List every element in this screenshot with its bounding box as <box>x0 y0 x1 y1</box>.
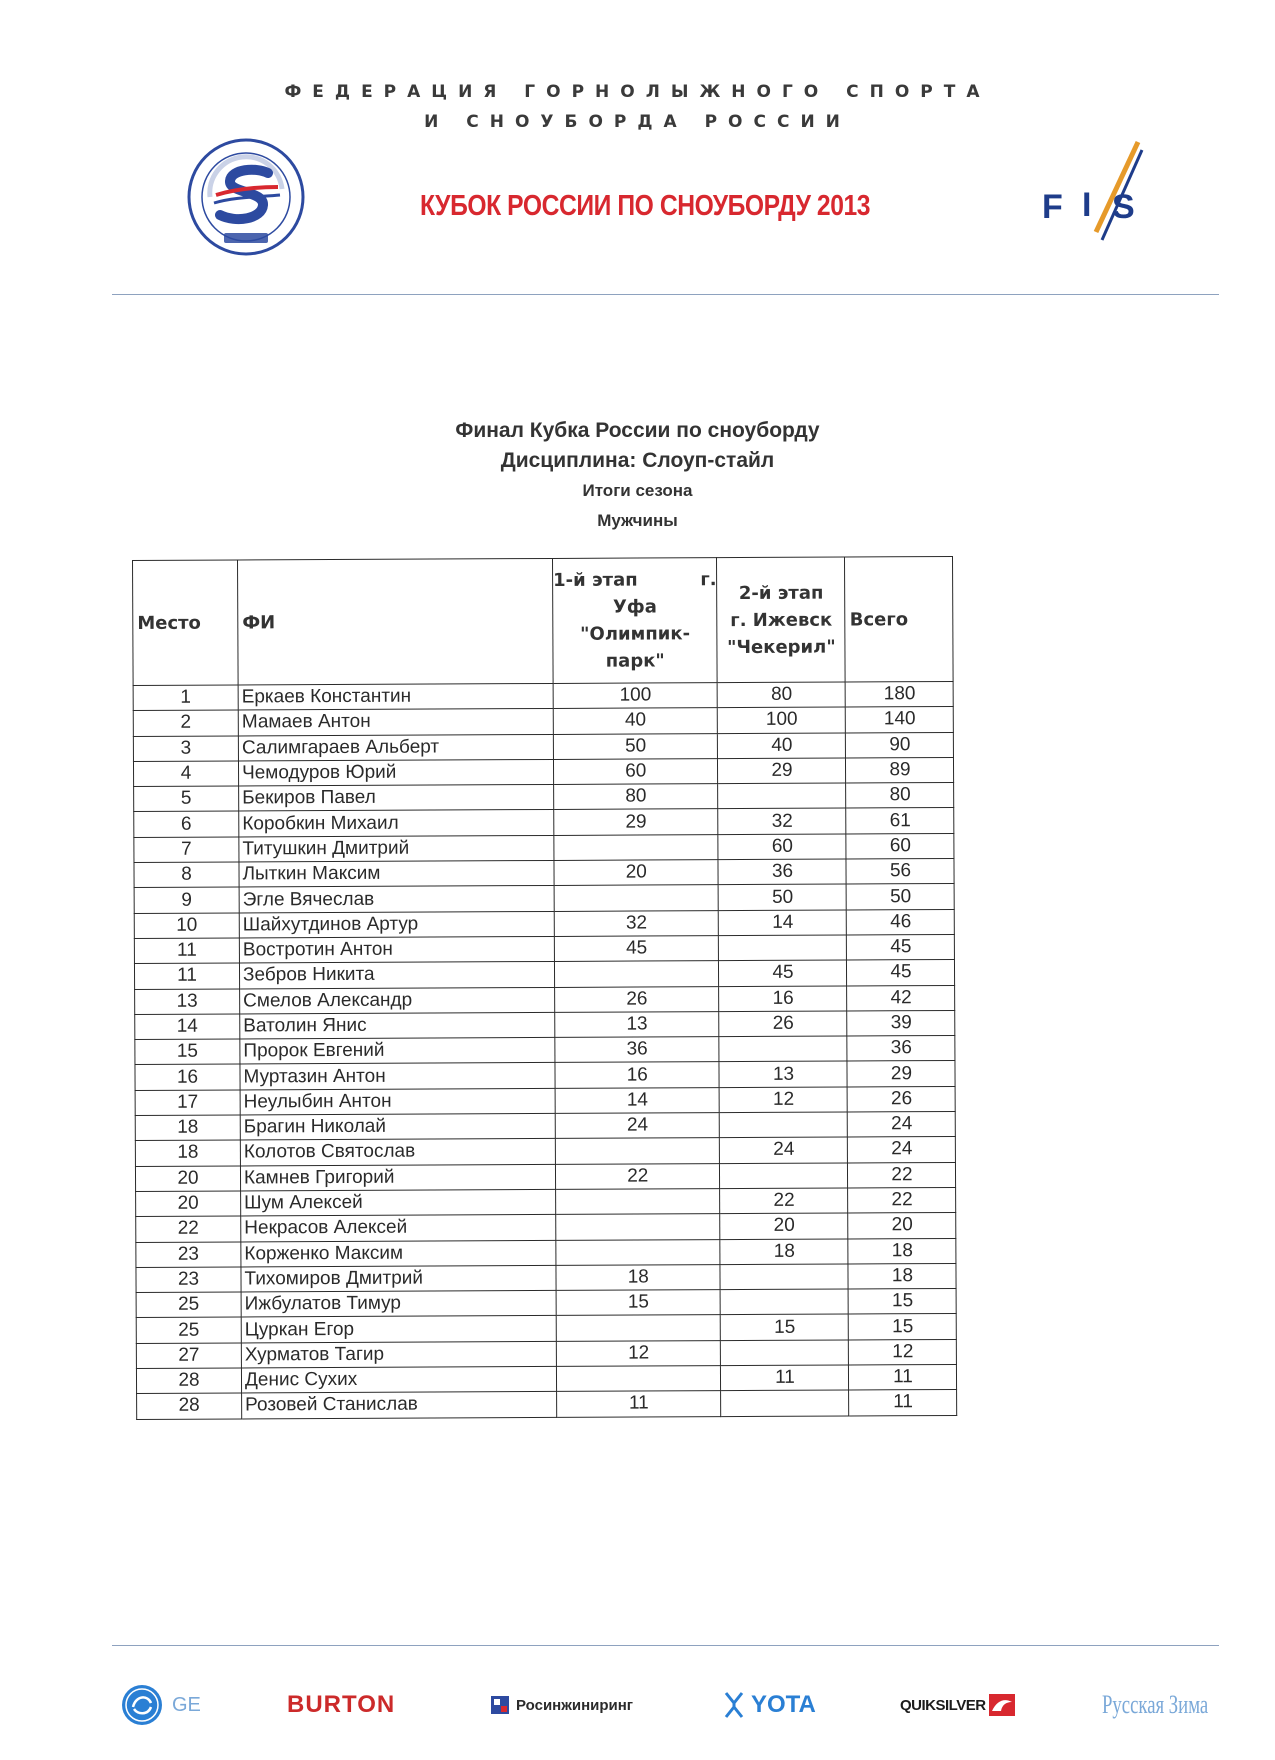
total-points-cell: 18 <box>848 1263 956 1289</box>
athlete-name-cell: Смелов Александр <box>240 987 555 1014</box>
athlete-name-cell: Тихомиров Дмитрий <box>241 1265 556 1292</box>
total-points-cell: 15 <box>849 1289 957 1315</box>
athlete-name-cell: Хурматов Тагир <box>241 1341 556 1368</box>
header-stage2-line: г. Ижевск <box>730 609 833 631</box>
place-cell: 1 <box>133 685 238 711</box>
stage2-points-cell: 100 <box>718 707 846 733</box>
place-cell: 15 <box>135 1039 240 1065</box>
stage1-points-cell <box>556 1366 721 1392</box>
stage2-points-cell <box>719 1036 847 1062</box>
sponsor-quiksilver <box>900 1680 1015 1730</box>
stage1-points-cell: 14 <box>555 1087 720 1113</box>
total-points-cell: 24 <box>848 1112 956 1138</box>
stage1-points-cell <box>554 961 719 987</box>
fgssr-logo <box>186 137 306 257</box>
stage2-points-cell: 26 <box>719 1011 847 1037</box>
stage1-points-cell: 100 <box>553 683 718 709</box>
place-cell: 18 <box>135 1140 240 1166</box>
athlete-name-cell: Пророк Евгений <box>240 1038 555 1065</box>
header-stage1-line: Уфа <box>612 596 657 618</box>
total-points-cell: 22 <box>848 1162 956 1188</box>
place-cell: 28 <box>137 1393 242 1419</box>
stage1-points-cell: 80 <box>554 784 719 810</box>
header-stage1-line: "Олимпик- <box>580 623 691 645</box>
stage2-points-cell <box>718 783 846 809</box>
place-cell: 13 <box>135 989 240 1015</box>
athlete-name-cell: Чемодуров Юрий <box>238 759 553 786</box>
stage1-points-cell <box>556 1189 721 1215</box>
place-cell: 4 <box>133 761 238 787</box>
athlete-name-cell: Лыткин Максим <box>239 861 554 888</box>
stage2-points-cell <box>720 1163 848 1189</box>
athlete-name-cell: Неулыбин Антон <box>240 1088 555 1115</box>
fis-letter-f: F <box>1042 188 1063 226</box>
ge-label: GE <box>172 1693 201 1716</box>
stage1-points-cell <box>556 1214 721 1240</box>
total-points-cell: 15 <box>849 1314 957 1340</box>
stage1-points-cell <box>556 1315 721 1341</box>
total-points-cell: 90 <box>846 732 954 758</box>
total-points-cell: 39 <box>847 1010 955 1036</box>
place-cell: 9 <box>134 887 239 913</box>
stage2-points-cell: 29 <box>718 758 846 784</box>
cup-title: КУБОК РОССИИ ПО СНОУБОРДУ 2013 <box>419 190 871 222</box>
stage2-points-cell: 12 <box>720 1087 848 1113</box>
stage2-points-cell <box>721 1289 849 1315</box>
sponsor-bar <box>0 1680 1275 1730</box>
total-points-cell: 140 <box>846 707 954 733</box>
total-points-cell: 36 <box>847 1036 955 1062</box>
total-points-cell: 60 <box>846 833 954 859</box>
stage2-points-cell: 60 <box>718 834 846 860</box>
stage2-points-cell: 13 <box>719 1061 847 1087</box>
athlete-name-cell: Шум Алексей <box>241 1189 556 1216</box>
sponsor-russkaya-zima <box>1102 1680 1250 1730</box>
stage1-points-cell: 18 <box>556 1264 721 1290</box>
stage1-points-cell: 22 <box>555 1163 720 1189</box>
category-subtitle: Мужчины <box>597 511 678 530</box>
place-cell: 27 <box>136 1343 241 1369</box>
table-row <box>137 1390 958 1419</box>
season-results-subtitle: Итоги сезона <box>582 481 693 500</box>
stage1-points-cell: 16 <box>555 1062 720 1088</box>
stage2-points-cell: 20 <box>720 1213 848 1239</box>
place-cell: 11 <box>134 963 239 989</box>
stage1-points-cell: 13 <box>555 1011 720 1037</box>
federation-name-line1: ФЕДЕРАЦИЯ ГОРНОЛЫЖНОГО СПОРТА <box>284 82 991 102</box>
stage2-points-cell: 18 <box>720 1239 848 1265</box>
header-total: Всего <box>845 556 954 682</box>
athlete-name-cell: Востротин Антон <box>239 936 554 963</box>
discipline-title: Дисциплина: Слоуп-стайл <box>500 449 775 472</box>
place-cell: 17 <box>135 1090 240 1116</box>
stage2-points-cell <box>721 1390 849 1416</box>
stage1-points-cell: 11 <box>557 1391 722 1417</box>
stage1-points-cell: 50 <box>553 733 718 759</box>
stage1-points-cell: 26 <box>555 986 720 1012</box>
stage2-points-cell: 32 <box>718 808 846 834</box>
place-cell: 6 <box>134 811 239 837</box>
athlete-name-cell: Муртазин Антон <box>240 1063 555 1090</box>
place-cell: 23 <box>136 1267 241 1293</box>
stage2-points-cell: 45 <box>719 960 847 986</box>
total-points-cell: 11 <box>849 1390 957 1416</box>
place-cell: 10 <box>134 913 239 939</box>
table-header-row <box>133 556 954 685</box>
stage1-points-cell: 15 <box>556 1290 721 1316</box>
place-cell: 18 <box>135 1115 240 1141</box>
stage1-points-cell: 29 <box>554 809 719 835</box>
total-points-cell: 45 <box>847 960 955 986</box>
stage2-points-cell: 14 <box>719 910 847 936</box>
place-cell: 2 <box>133 710 238 736</box>
total-points-cell: 12 <box>849 1339 957 1365</box>
header-place: Место <box>133 560 239 686</box>
stage2-points-cell <box>720 1264 848 1290</box>
header-stage2-line: "Чекерил" <box>727 636 836 658</box>
athlete-name-cell: Цуркан Егор <box>241 1316 556 1343</box>
athlete-name-cell: Брагин Николай <box>240 1113 555 1140</box>
athlete-name-cell: Колотов Святослав <box>240 1139 555 1166</box>
stage1-points-cell <box>554 834 719 860</box>
place-cell: 28 <box>136 1368 241 1394</box>
burton-label: BURTON <box>287 1691 396 1718</box>
total-points-cell: 26 <box>848 1086 956 1112</box>
rosinzhiniring-label: Росинжиниринг <box>516 1696 634 1714</box>
stage1-points-cell: 24 <box>555 1113 720 1139</box>
place-cell: 16 <box>135 1064 240 1090</box>
yota-logo-icon <box>723 1691 745 1719</box>
header-stage2-line: 2-й этап <box>738 582 824 604</box>
results-body <box>133 681 957 1419</box>
place-cell: 11 <box>134 938 239 964</box>
athlete-name-cell: Денис Сухих <box>241 1366 556 1393</box>
athlete-name-cell: Корженко Максим <box>241 1240 556 1267</box>
place-cell: 25 <box>136 1292 241 1318</box>
stage2-points-cell: 36 <box>718 859 846 885</box>
stage1-points-cell: 20 <box>554 860 719 886</box>
stage1-points-cell: 36 <box>555 1037 720 1063</box>
sponsor-rosinzhiniring <box>490 1680 633 1730</box>
quiksilver-logo-icon <box>989 1694 1015 1716</box>
footer-divider <box>112 1645 1219 1646</box>
stage2-points-cell: 24 <box>720 1137 848 1163</box>
athlete-name-cell: Розовей Станислав <box>242 1392 557 1419</box>
header-stage2 <box>717 557 846 683</box>
total-points-cell: 18 <box>848 1238 956 1264</box>
fis-letter-i: I <box>1082 186 1092 224</box>
stage2-points-cell: 40 <box>718 733 846 759</box>
total-points-cell: 45 <box>847 934 955 960</box>
total-points-cell: 42 <box>847 985 955 1011</box>
athlete-name-cell: Ватолин Янис <box>240 1012 555 1039</box>
stage2-points-cell: 11 <box>721 1365 849 1391</box>
quiksilver-label: QUIKSILVER <box>900 1696 986 1714</box>
russkaya-zima-label: Русская Зима <box>1102 1690 1209 1719</box>
stage2-points-cell: 16 <box>719 986 847 1012</box>
stage1-points-cell: 60 <box>553 759 718 785</box>
stage2-points-cell: 22 <box>720 1188 848 1214</box>
total-points-cell: 20 <box>848 1213 956 1239</box>
athlete-name-cell: Ижбулатов Тимур <box>241 1291 556 1318</box>
sponsor-burton <box>287 1680 395 1730</box>
total-points-cell: 89 <box>846 757 954 783</box>
header-stage1-line: 1-й этап г. <box>553 569 717 591</box>
total-points-cell: 22 <box>848 1187 956 1213</box>
stage2-points-cell <box>720 1112 848 1138</box>
total-points-cell: 29 <box>847 1061 955 1087</box>
stage1-points-cell: 45 <box>554 936 719 962</box>
athlete-name-cell: Бекиров Павел <box>239 785 554 812</box>
athlete-name-cell: Камнев Григорий <box>240 1164 555 1191</box>
sponsor-ge <box>120 1680 201 1730</box>
stage2-points-cell <box>721 1340 849 1366</box>
stage2-points-cell <box>719 935 847 961</box>
total-points-cell: 61 <box>846 808 954 834</box>
place-cell: 14 <box>135 1014 240 1040</box>
place-cell: 8 <box>134 862 239 888</box>
total-points-cell: 56 <box>846 859 954 885</box>
athlete-name-cell: Еркаев Константин <box>238 683 553 710</box>
place-cell: 3 <box>133 736 238 762</box>
place-cell: 5 <box>134 786 239 812</box>
place-cell: 7 <box>134 837 239 863</box>
place-cell: 20 <box>136 1191 241 1217</box>
place-cell: 22 <box>136 1216 241 1242</box>
place-cell: 25 <box>136 1317 241 1343</box>
total-points-cell: 24 <box>848 1137 956 1163</box>
total-points-cell: 11 <box>849 1364 957 1390</box>
yota-label: YOTA <box>751 1691 816 1718</box>
stage1-points-cell <box>555 1138 720 1164</box>
results-table <box>132 556 958 1420</box>
total-points-cell: 46 <box>847 909 955 935</box>
athlete-name-cell: Титушкин Дмитрий <box>239 835 554 862</box>
athlete-name-cell: Коробкин Михаил <box>239 810 554 837</box>
stage1-points-cell <box>554 885 719 911</box>
total-points-cell: 50 <box>847 884 955 910</box>
athlete-name-cell: Эгле Вячеслав <box>239 886 554 913</box>
athlete-name-cell: Шайхутдинов Артур <box>239 911 554 938</box>
athlete-name-cell: Зебров Никита <box>239 962 554 989</box>
place-cell: 20 <box>135 1166 240 1192</box>
athlete-name-cell: Салимгараев Альберт <box>238 734 553 761</box>
fis-letter-s: S <box>1112 188 1135 226</box>
stage1-points-cell: 40 <box>553 708 718 734</box>
athlete-name-cell: Мамаев Антон <box>238 709 553 736</box>
total-points-cell: 80 <box>846 783 954 809</box>
total-points-cell: 180 <box>846 681 954 707</box>
stage1-points-cell: 12 <box>556 1340 721 1366</box>
rosinzhiniring-logo-icon <box>490 1694 510 1716</box>
sponsor-yota <box>723 1680 816 1730</box>
stage2-points-cell: 15 <box>721 1314 849 1340</box>
federation-name-line2: И СНОУБОРДА РОССИИ <box>424 112 851 132</box>
ge-logo-icon <box>120 1683 164 1727</box>
fis-logo <box>1038 136 1148 248</box>
stage1-points-cell: 32 <box>554 910 719 936</box>
athlete-name-cell: Некрасов Алексей <box>241 1215 556 1242</box>
header-stage1-line: парк" <box>605 650 665 672</box>
stage2-points-cell: 50 <box>719 884 847 910</box>
results-title: Финал Кубка России по сноуборду <box>455 419 820 442</box>
place-cell: 23 <box>136 1242 241 1268</box>
header-stage1 <box>552 558 717 684</box>
stage1-points-cell <box>556 1239 721 1265</box>
header-name: ФИ <box>238 558 554 685</box>
header-divider <box>112 294 1219 295</box>
stage2-points-cell: 80 <box>718 682 846 708</box>
